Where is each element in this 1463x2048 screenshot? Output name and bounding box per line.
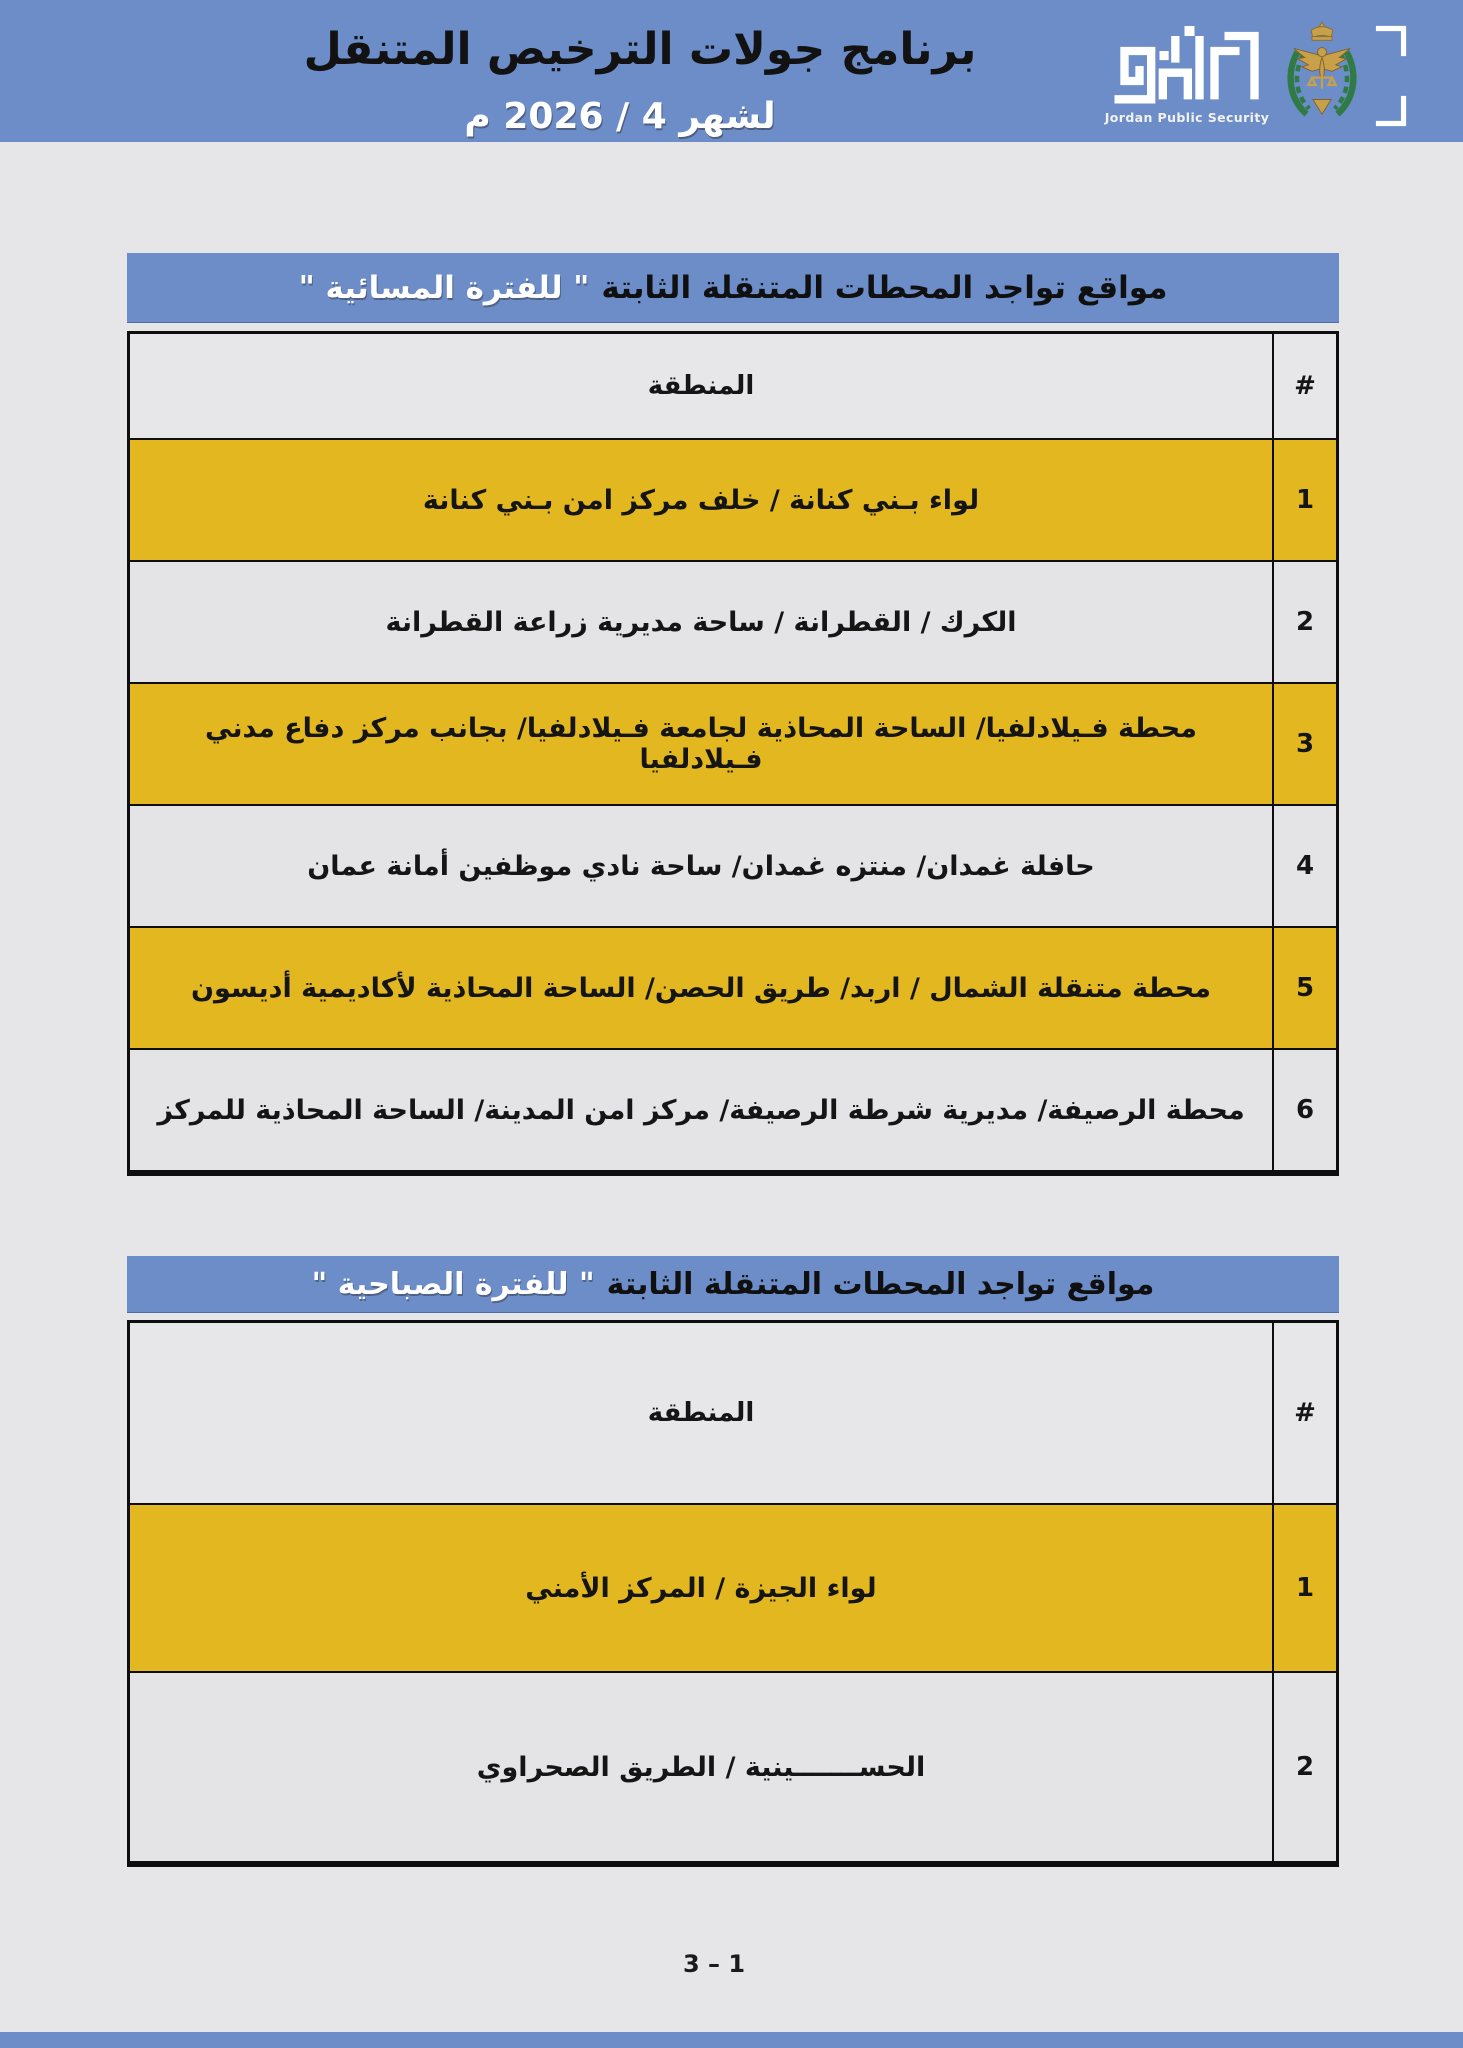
area-column-header: المنطقة <box>647 371 755 401</box>
table-title-period: " للفترة المسائية " <box>298 269 590 306</box>
index-column-header: # <box>1272 334 1336 438</box>
row-number-cell: 3 <box>1272 684 1336 804</box>
table-row <box>130 1048 1336 1170</box>
row-number-cell: 2 <box>1272 562 1336 682</box>
table-title-text: مواقع تواجد المحطات المتنقلة الثابتة <box>606 1266 1155 1302</box>
kufic-calligraphy-icon <box>1101 26 1273 106</box>
table-header-row <box>130 1323 1336 1503</box>
logo-caption: Jordan Public Security <box>1104 110 1270 125</box>
area-cell: محطة متنقلة الشمال / اربد/ طريق الحصن/ الساحة المحاذية لأكاديمية أديسون <box>191 972 1211 1004</box>
table-row <box>130 804 1336 926</box>
page-title: برنامج جولات الترخيص المتنقل <box>303 24 977 75</box>
table-row <box>130 438 1336 560</box>
evening-schedule-section <box>127 253 1339 1176</box>
next-page-edge <box>0 2032 1463 2048</box>
table-title-text: مواقع تواجد المحطات المتنقلة الثابتة <box>601 269 1168 306</box>
schedule-table <box>127 1320 1339 1867</box>
table-row <box>130 1671 1336 1861</box>
morning-schedule-section <box>127 1256 1339 1867</box>
table-row <box>130 1503 1336 1671</box>
table-title-bar <box>127 1256 1339 1313</box>
row-number-cell: 1 <box>1272 1505 1336 1671</box>
frame-bracket-icon <box>1369 20 1407 132</box>
area-cell: الكرك / القطرانة / ساحة مديرية زراعة القطرانة <box>385 606 1017 638</box>
area-cell: محطة فـيلادلفيا/ الساحة المحاذية لجامعة فـيلادلفيا/ بجانب مركز دفاع مدني فـيلادلفيا <box>205 713 1197 775</box>
table-title-period: " للفترة الصباحية " <box>311 1266 595 1302</box>
table-row <box>130 926 1336 1048</box>
table-row <box>130 682 1336 804</box>
page-subtitle: لشهر 4 / 2026 م <box>464 96 776 137</box>
table-title-bar <box>127 253 1339 323</box>
row-number-cell: 6 <box>1272 1050 1336 1170</box>
page-number: 3 – 1 <box>682 1950 746 1978</box>
row-number-cell: 4 <box>1272 806 1336 926</box>
table-header-row <box>130 334 1336 438</box>
area-cell: محطة الرصيفة/ مديرية شرطة الرصيفة/ مركز امن المدينة/ الساحة المحاذية للمركز <box>157 1094 1245 1126</box>
area-cell: الحســـــــينية / الطريق الصحراوي <box>476 1751 926 1783</box>
table-row <box>130 560 1336 682</box>
row-number-cell: 1 <box>1272 440 1336 560</box>
area-column-header: المنطقة <box>647 1398 755 1428</box>
area-cell: لواء الجيزة / المركز الأمني <box>525 1572 877 1604</box>
row-number-cell: 2 <box>1272 1673 1336 1861</box>
schedule-table <box>127 331 1339 1176</box>
index-column-header: # <box>1272 1323 1336 1503</box>
area-cell: حافلة غمدان/ منتزه غمدان/ ساحة نادي موظفين أمانة عمان <box>307 850 1095 882</box>
area-cell: لواء بـني كنانة / خلف مركز امن بـني كنانة <box>422 484 980 516</box>
jordan-public-security-logo <box>1101 18 1407 136</box>
psd-emblem-icon <box>1281 18 1363 130</box>
page-header <box>0 0 1463 142</box>
row-number-cell: 5 <box>1272 928 1336 1048</box>
